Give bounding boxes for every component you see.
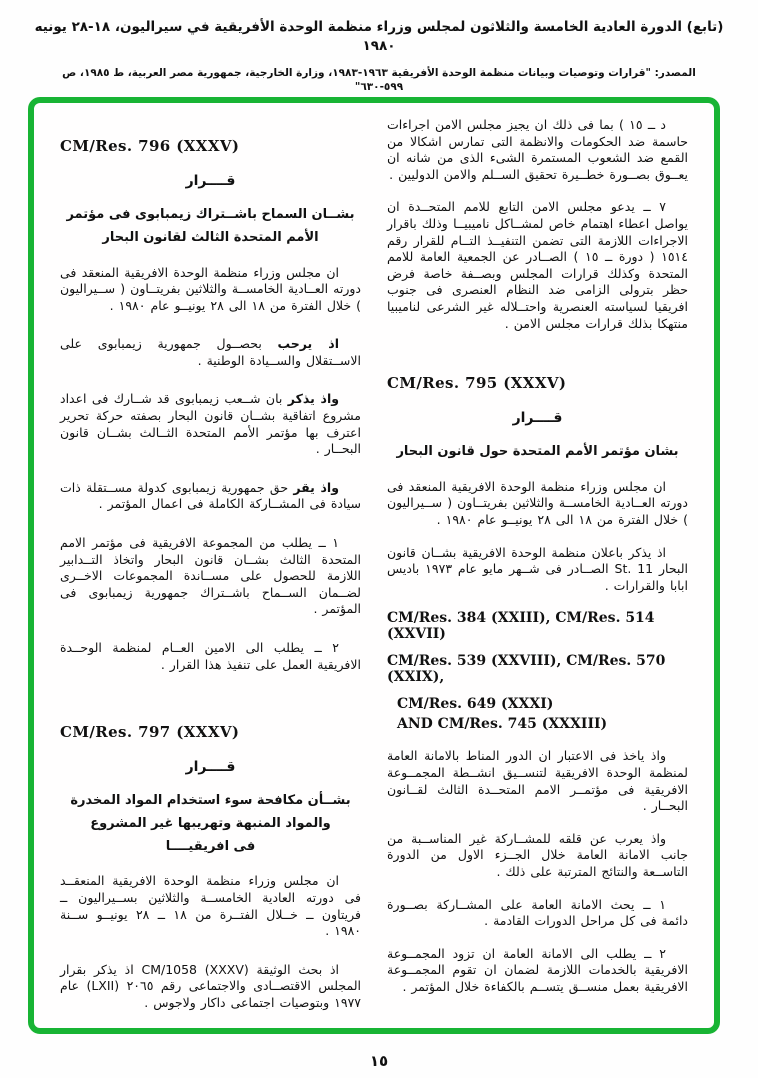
paragraph-lead: اذ يرحب [277,336,340,352]
paragraph-d15: د ــ ١٥ ) بما فى ذلك ان يجيز مجلس الامن اجراءات حاسمة ضد الحكومات والانظمة التى تمارس اشكالا من القمع ضد الشعوب المستمرة الشىء الذى من شانه ان يعــوق بصــورة خطــيرة تحقيق الســلم والامن الدوليين . [387,117,688,182]
paragraph-preamble-797: ان مجلس وزراء منظمة الوحدة الافريقية المنعقــد فى دورته العادية الخامســة والثلاثين بســيراليون ــ فريتاون ــ خــلال الفتــرة من ١٨ ــ ٢٨ يونيــو ســنة ١٩٨٠ . [60,873,361,939]
source-citation: المصدر: "قرارات وتوصيات وبيانات منظمة الوحدة الأفريقية ١٩٦٣-١٩٨٣، وزارة الخارجية، جمهورية مصر العربية، ط ١٩٨٥، ص ٥٩٩-٦٣٠" [62,66,696,94]
paragraph-concern: واذ يعرب عن قلقه للمشــاركة غير المناســبة من جانب الامانة العامة خلال الجــزء الاول من الدورة التاســعة والنتائج المترتبة على ذلك . [387,830,688,879]
qarar-heading-797: قــــرار [185,759,236,776]
paragraph-op7: ٧ ــ يدعو مجلس الامن التابع للامم المتحــدة ان يواصل اعطاء اهتمام خاص لمشــاكل ناميبيــا وذلك باقرار الاجراءات اللازمة التى تضمن التنفيــذ التــام للقرار رقم ١٥١٤ ( دورة ــ ١٥ ) الصــادر عن الجمعية العامة للامم المتحدة وكذلك قرارات المجلس وبصــفة خاصة فرض حظر بترولى الزامى ضد النظام العنصرى فى جنوب افريقيا لسياسته العنصرية واحتــلاله غير الشرعى لناميبيا منتهكا بذلك قرارات مجلس الامن . [387,199,688,331]
paragraph-lead: واذ يقر [293,479,339,495]
paragraph-operative-2-796: ٢ ــ يطلب الى الامين العــام لمنظمة الوحــدة الافريقية العمل على تنفيذ هذا القرار . [60,640,361,672]
green-content-frame [28,97,720,1034]
two-column-layout [34,103,714,1028]
paragraph-recognize [60,480,361,513]
paragraph-operative-1-796: ١ ــ يطلب من المجموعة الافريقية فى مؤتمر الامم المتحدة الثالث بشــان قانون البحار واتخاذ التــدابير اللازمة للحصول على مســاندة المجموعات الاخــرى لضــمان الســماح باشــتراك جمهورية زيمبابوى فى المؤتمر . [60,535,361,617]
paragraph-body: بحصــول جمهورية زيمبابوى على الاســتقلال والســيادة الوطنية . [60,336,361,368]
qarar-heading-796: قــــرار [185,173,236,189]
column-top-spacer [60,117,361,137]
paragraph-document-797: اذ بحث الوثيقة CM/1058 (XXXV) اذ يذكر بقرار المجلس الاقتصــادى والاجتماعى رقم ٢٠٦٥ (LXII) عام ١٩٧٧ وبتوصيات اجتماعى داكار ولاجوس . [60,961,361,1010]
reference-line: CM/Res. 539 (XXVIII), CM/Res. 570 (XXIX), [387,653,666,686]
paragraph-operative-2: ٢ ــ يطلب الى الامانة العامة ان تزود المجمــوعة الافريقية بالخدمات اللازمة لضمان ان تقوم المجمــوعة الافريقية بعمل منســق يتســم بالكفاءة خلال المؤتمر . [387,945,688,994]
paragraph-preamble-795: ان مجلس وزراء منظمة الوحدة الافريقية المنعقد فى دورته العــادية الخامســة والثلاثين بفريتــاون ( ســيراليون ) خلال الفترة من ١٨ الى ٢٨ يونيــو عام ١٩٨٠ . [387,478,688,528]
reference-line: AND CM/Res. 745 (XXXIII) [397,716,608,733]
paragraph-secretariat-role: واذ ياخذ فى الاعتبار ان الدور المناط بالامانة العامة لمنظمة الوحدة الافريقية لتنســيق انشــطة المجمــوعة الافريقية فى مؤتمــر الامم المتحــدة الثالث لقــانون البحــار . [387,748,688,814]
paragraph-preamble-796: ان مجلس وزراء منظمة الوحدة الافريقية المنعقد فى دورته العــادية الخامســة والثلاثين بفريتــاون ( ســيراليون ) خلال الفترة من ١٨ الى ٢٨ يونيــو عام ١٩٨٠ . [60,264,361,313]
page-number: ١٥ [369,1052,389,1070]
page-header [0,18,758,95]
resolution-title-797 [60,790,361,858]
session-title: (تابع) الدورة العادية الخامسة والثلاثون لمجلس وزراء منظمة الوحدة الأفريقية في سيراليون، ١٨-٢٨ يونيه ١٩٨٠ [34,19,724,54]
paragraph-operative-1: ١ ــ يحث الامانة العامة على المشــاركة بصــورة دائمة فى كل مراحل الدورات القادمة . [387,896,688,929]
paragraph-welcome [60,336,361,369]
column-right [387,117,688,1018]
resolution-title-797-line3: فى افريقيــــا [165,838,256,854]
resolution-title-797-line2: والمواد المنبهة وتهريبها غير المشروع [90,815,331,831]
qarar-heading-795: قــــرار [512,410,563,427]
resolution-code-795: CM/Res. 795 (XXXV) [387,374,567,393]
resolution-code-796: CM/Res. 796 (XXXV) [60,137,240,155]
resolution-code-797: CM/Res. 797 (XXXV) [60,723,240,742]
paragraph-body: حق جمهورية زيمبابوى كدولة مســتقلة ذات سيادة فى المشــاركة الكاملة فى اعمال المؤتمر . [60,479,361,512]
paragraph-lead: واذ يذكر [287,391,339,407]
column-left [60,117,361,1018]
resolution-title-796-line2: الأمم المتحدة الثالث لقانون البحار [102,229,319,245]
paragraph-st11: اذ يذكر باعلان منظمة الوحدة الافريقية بشــان قانون البحار St. 11 الصــادر فى شــهر مايو عام ١٩٧٣ باديس ابابا والقرارات . [387,544,688,593]
resolution-title-797-line1: بشــأن مكافحة سوء استخدام المواد المخدرة [70,793,351,809]
resolution-references [387,610,688,732]
paragraph-recall [60,391,361,457]
paragraph-body: بان شــعب زيمبابوى قد شــارك فى اعداد مشروع اتفاقية بشــان قانون البحار بصفته حركة تحرير اعترف بها مؤتمر الأمم المتحدة الثــالث بشــان قانون البحــار . [60,391,361,457]
reference-line: CM/Res. 649 (XXXI) [397,696,554,713]
resolution-title-796 [60,204,361,250]
page-footer [0,1051,758,1070]
resolution-title-796-line1: بشــان السماح باشــتراك زيمبابوى فى مؤتمر [66,207,355,222]
reference-line: CM/Res. 384 (XXIII), CM/Res. 514 (XXVII) [387,610,655,643]
resolution-title-795: بشان مؤتمر الأمم المتحدة حول قانون البحار [396,444,679,460]
